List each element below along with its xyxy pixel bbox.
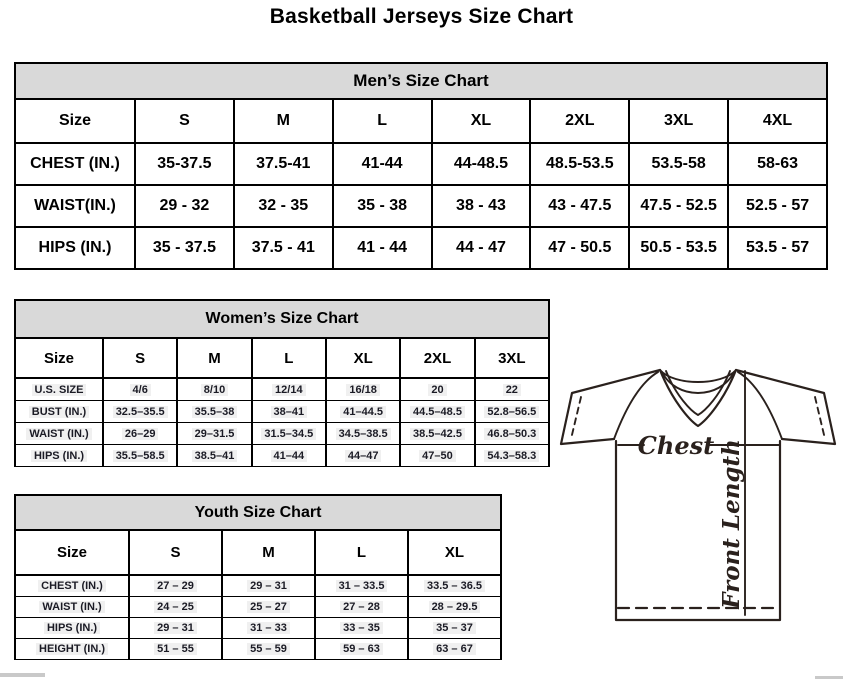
size-column-header: M: [177, 338, 251, 378]
size-cell: 43 - 47.5: [530, 185, 629, 227]
size-cell: [315, 618, 408, 639]
table-row: [15, 401, 549, 423]
size-cell: [103, 445, 177, 467]
size-cell: [408, 618, 501, 639]
size-cell: 35-37.5: [135, 143, 234, 185]
row-label: WAIST(IN.): [15, 185, 135, 227]
cell-text: U.S. SIZE: [32, 384, 87, 396]
size-cell: [326, 445, 400, 467]
cell-text: 52.8–56.5: [484, 406, 539, 418]
size-column-header: XL: [432, 99, 531, 143]
size-cell: [177, 423, 251, 445]
size-cell: [222, 575, 315, 597]
cell-text: 31 – 33: [247, 622, 290, 634]
table-row: [15, 495, 501, 530]
size-cell: [129, 597, 222, 618]
cell-text: 54.3–58.3: [484, 450, 539, 462]
row-label: [15, 378, 103, 401]
size-column-label: Size: [15, 99, 135, 143]
size-column-header: S: [103, 338, 177, 378]
size-cell: [315, 575, 408, 597]
cuff-dashed-line-right: [815, 397, 825, 439]
cell-text: 38–41: [271, 406, 308, 418]
cuff-dashed-line-left: [571, 397, 581, 439]
table-row: [15, 575, 501, 597]
size-cell: 37.5-41: [234, 143, 333, 185]
size-column-header: 2XL: [530, 99, 629, 143]
row-label: [15, 639, 129, 660]
cell-text: 34.5–38.5: [336, 428, 391, 440]
size-cell: [475, 445, 549, 467]
row-label: [15, 597, 129, 618]
youth-size-table: [14, 494, 502, 660]
row-label: [15, 445, 103, 467]
cell-text: 55 – 59: [247, 643, 290, 655]
cell-text: 29–31.5: [192, 428, 238, 440]
size-cell: 50.5 - 53.5: [629, 227, 728, 269]
size-cell: 44 - 47: [432, 227, 531, 269]
size-cell: [252, 401, 326, 423]
size-cell: [408, 597, 501, 618]
cell-text: 24 – 25: [154, 601, 197, 613]
size-column-header: XL: [326, 338, 400, 378]
row-label: HIPS (IN.): [15, 227, 135, 269]
size-cell: [475, 401, 549, 423]
size-column-header: M: [234, 99, 333, 143]
size-cell: [222, 639, 315, 660]
size-cell: 35 - 38: [333, 185, 432, 227]
size-cell: [177, 445, 251, 467]
size-cell: 29 - 32: [135, 185, 234, 227]
cell-text: 63 – 67: [433, 643, 476, 655]
cell-text: 28 – 29.5: [429, 601, 481, 613]
size-cell: 47.5 - 52.5: [629, 185, 728, 227]
table-row: [15, 597, 501, 618]
cell-text: CHEST (IN.): [38, 580, 106, 592]
size-column-header: M: [222, 530, 315, 575]
size-cell: [400, 445, 474, 467]
size-column-header: 3XL: [475, 338, 549, 378]
size-cell: [326, 378, 400, 401]
table-row: [15, 639, 501, 660]
table-title: Men’s Size Chart: [15, 63, 827, 99]
size-cell: 38 - 43: [432, 185, 531, 227]
cell-text: 44.5–48.5: [410, 406, 465, 418]
cell-text: 38.5–42.5: [410, 428, 465, 440]
table-row: [15, 300, 549, 338]
table-title: Women’s Size Chart: [15, 300, 549, 338]
jersey-body: [616, 441, 780, 620]
size-column-header: L: [315, 530, 408, 575]
size-cell: [103, 378, 177, 401]
row-label: [15, 575, 129, 597]
size-cell: [475, 423, 549, 445]
size-column-header: 3XL: [629, 99, 728, 143]
cell-text: 51 – 55: [154, 643, 197, 655]
cell-text: 22: [503, 384, 521, 396]
table-title: Youth Size Chart: [15, 495, 501, 530]
cell-text: WAIST (IN.): [39, 601, 104, 613]
size-cell: 41 - 44: [333, 227, 432, 269]
size-cell: [326, 401, 400, 423]
size-cell: 44-48.5: [432, 143, 531, 185]
cell-text: 44–47: [345, 450, 382, 462]
size-cell: [326, 423, 400, 445]
page-title: Basketball Jerseys Size Chart: [269, 5, 574, 28]
size-cell: 53.5-58: [629, 143, 728, 185]
cell-text: 16/18: [346, 384, 380, 396]
size-column-header: XL: [408, 530, 501, 575]
size-cell: [222, 618, 315, 639]
cell-text: HIPS (IN.): [31, 450, 87, 462]
cell-text: 46.8–50.3: [484, 428, 539, 440]
table-row: [15, 143, 827, 185]
table-row: [15, 185, 827, 227]
jersey-measurement-diagram: [556, 362, 843, 632]
size-cell: [408, 639, 501, 660]
cell-text: 27 – 29: [154, 580, 197, 592]
table-row: [15, 378, 549, 401]
size-cell: 48.5-53.5: [530, 143, 629, 185]
jersey-right-sleeve: [736, 370, 835, 444]
cell-text: 29 – 31: [154, 622, 197, 634]
size-column-header: L: [252, 338, 326, 378]
cell-text: 25 – 27: [247, 601, 290, 613]
row-label: [15, 401, 103, 423]
size-cell: 37.5 - 41: [234, 227, 333, 269]
chest-label: Chest: [637, 431, 715, 460]
cell-text: 8/10: [201, 384, 228, 396]
cell-text: 12/14: [272, 384, 306, 396]
size-column-header: S: [129, 530, 222, 575]
cell-text: 41–44.5: [340, 406, 386, 418]
size-cell: [408, 575, 501, 597]
size-column-label: Size: [15, 530, 129, 575]
mens-size-table: [14, 62, 828, 270]
cell-text: 31.5–34.5: [261, 428, 316, 440]
cell-text: 33.5 – 36.5: [424, 580, 485, 592]
cell-text: 32.5–35.5: [113, 406, 168, 418]
cell-text: WAIST (IN.): [26, 428, 91, 440]
size-cell: [103, 423, 177, 445]
size-cell: [475, 378, 549, 401]
jersey-left-seam: [614, 372, 658, 439]
size-cell: 47 - 50.5: [530, 227, 629, 269]
row-label: [15, 618, 129, 639]
jersey-collar-back-arc: [660, 370, 736, 382]
row-label: [15, 423, 103, 445]
row-label: CHEST (IN.): [15, 143, 135, 185]
size-cell: [252, 445, 326, 467]
size-column-header: S: [135, 99, 234, 143]
cell-text: 41–44: [271, 450, 308, 462]
size-column-label: Size: [15, 338, 103, 378]
size-cell: [315, 639, 408, 660]
table-row: [15, 99, 827, 143]
size-cell: 35 - 37.5: [135, 227, 234, 269]
front-length-label: Front Length: [718, 439, 745, 609]
cell-text: 20: [428, 384, 446, 396]
table-row: [15, 63, 827, 99]
size-column-header: 4XL: [728, 99, 827, 143]
table-row: [15, 227, 827, 269]
cell-text: 38.5–41: [192, 450, 238, 462]
cell-text: 35.5–58.5: [113, 450, 168, 462]
cell-text: 47–50: [419, 450, 456, 462]
size-cell: [252, 378, 326, 401]
table-row: [15, 445, 549, 467]
cell-text: 29 – 31: [247, 580, 290, 592]
size-cell: [177, 378, 251, 401]
size-cell: [400, 378, 474, 401]
cell-text: BUST (IN.): [29, 406, 89, 418]
cell-text: 26–29: [122, 428, 159, 440]
cell-text: 33 – 35: [340, 622, 383, 634]
size-cell: [315, 597, 408, 618]
size-cell: 41-44: [333, 143, 432, 185]
cell-text: 31 – 33.5: [336, 580, 388, 592]
table-row: [15, 423, 549, 445]
size-cell: [252, 423, 326, 445]
size-cell: [400, 401, 474, 423]
cell-text: HIPS (IN.): [44, 622, 100, 634]
size-cell: [222, 597, 315, 618]
cell-text: 27 – 28: [340, 601, 383, 613]
size-column-header: L: [333, 99, 432, 143]
h-scrollbar-fragment-left[interactable]: [0, 673, 45, 677]
size-cell: 53.5 - 57: [728, 227, 827, 269]
table-row: [15, 530, 501, 575]
table-row: [15, 618, 501, 639]
cell-text: HEIGHT (IN.): [36, 643, 108, 655]
cell-text: 35.5–38: [192, 406, 238, 418]
cell-text: 4/6: [130, 384, 151, 396]
size-column-header: 2XL: [400, 338, 474, 378]
size-cell: [177, 401, 251, 423]
cell-text: 35 – 37: [433, 622, 476, 634]
womens-size-table: [14, 299, 550, 467]
size-cell: [400, 423, 474, 445]
cell-text: 59 – 63: [340, 643, 383, 655]
size-cell: [129, 639, 222, 660]
table-row: [15, 338, 549, 378]
size-cell: 32 - 35: [234, 185, 333, 227]
size-cell: [129, 618, 222, 639]
size-cell: [129, 575, 222, 597]
size-cell: 58-63: [728, 143, 827, 185]
size-cell: [103, 401, 177, 423]
size-cell: 52.5 - 57: [728, 185, 827, 227]
